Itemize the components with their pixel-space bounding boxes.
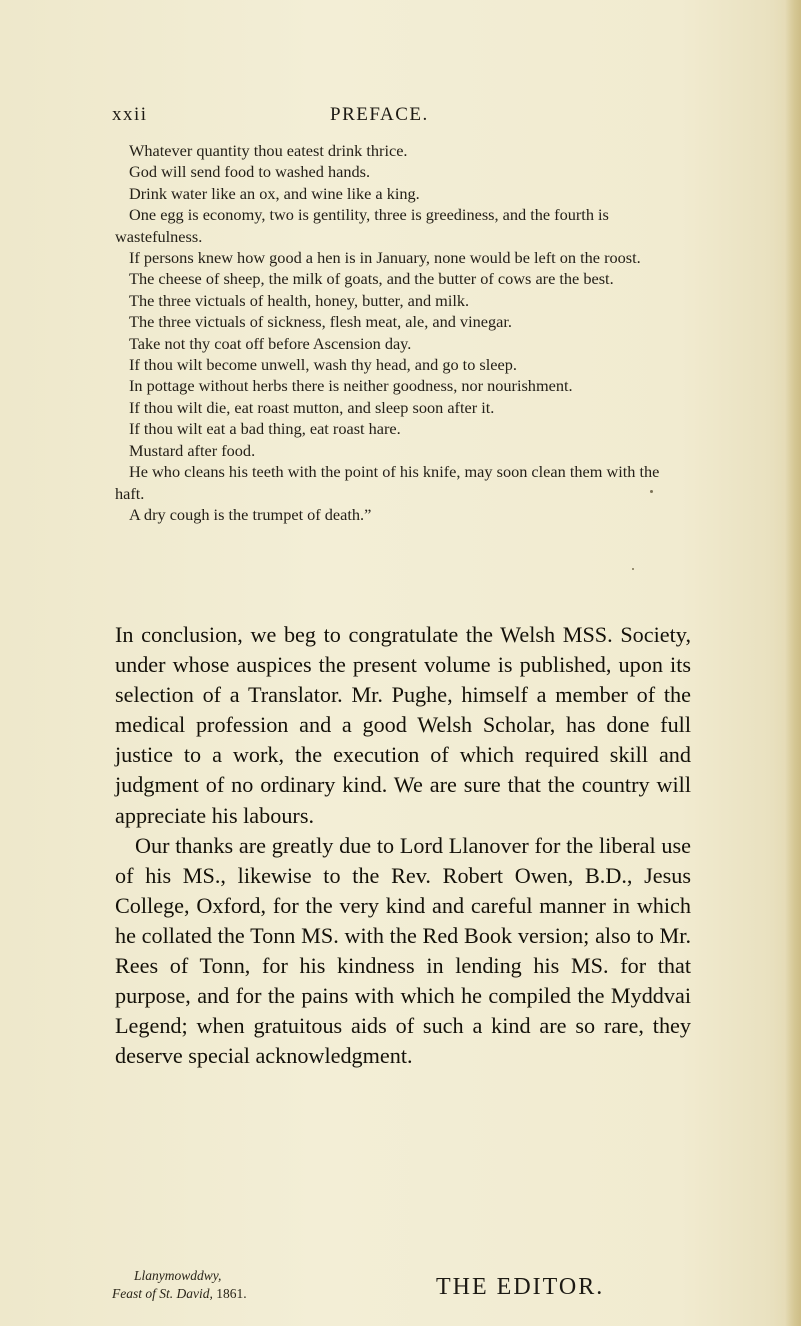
quote-line: Take not thy coat off before Ascension day. <box>129 333 412 353</box>
page-header <box>112 104 712 130</box>
running-title: PREFACE. <box>330 104 429 125</box>
preface-body <box>115 620 691 1071</box>
quote-line: Mustard after food. <box>129 440 256 460</box>
paper-speck <box>632 568 634 570</box>
quote-line: One egg is economy, two is gentility, three is greediness, and the fourth is wastefulness. <box>115 205 609 246</box>
conclusion-paragraph: In conclusion, we beg to congratulate the Welsh MSS. Society, under whose auspices the present volume is published, upon its selection of a Translator. Mr. Pughe, himself a member of the medical profession and a good Welsh Scholar, has done full justice to a work, the execution of which required skill and judgment of no ordinary kind. We are sure that the country will appreciate his labours. <box>115 622 691 828</box>
signoff-year: 1861. <box>216 1286 247 1301</box>
quote-line: He who cleans his teeth with the point of his knife, may soon clean them with the haft. <box>115 462 660 503</box>
quote-line: If persons knew how good a hen is in January, none would be left on the roost. <box>129 248 641 268</box>
paper-speck <box>650 490 653 493</box>
page-edge-shadow <box>785 0 801 1326</box>
quote-line: The three victuals of sickness, flesh meat, ale, and vinegar. <box>129 312 512 332</box>
quote-line: If thou wilt eat a bad thing, eat roast hare. <box>129 419 401 439</box>
quote-line: The cheese of sheep, the milk of goats, and the butter of cows are the best. <box>129 269 614 289</box>
quote-line: Whatever quantity thou eatest drink thrice. <box>129 141 408 160</box>
editor-signature: THE EDITOR. <box>436 1274 605 1300</box>
signoff-place: Llanymowddwy, <box>134 1268 222 1283</box>
signoff-feast: Feast of St. David, <box>112 1286 213 1301</box>
signoff-date <box>112 1286 247 1302</box>
proverbs-quote <box>115 140 675 525</box>
thanks-paragraph: Our thanks are greatly due to Lord Llanover for the liberal use of his MS., likewise to the Rev. Robert Owen, B.D., Jesus College, Oxford, for the very kind and careful manner in which he collated the Tonn MS. with the Red Book version; also to Mr. Rees of Tonn, for his kindness in lending his MS. for that purpose, and for the pains with which he compiled the Myddvai Legend; when gratuitous aids of such a kind are so rare, they deserve special acknowledgment. <box>115 832 691 1069</box>
quote-line: If thou wilt become unwell, wash thy head, and go to sleep. <box>129 355 517 375</box>
page-number: xxii <box>112 104 148 125</box>
quote-line: God will send food to washed hands. <box>129 162 371 182</box>
quote-line: The three victuals of health, honey, butter, and milk. <box>129 290 470 310</box>
quote-line: If thou wilt die, eat roast mutton, and sleep soon after it. <box>129 397 495 417</box>
quote-line: In pottage without herbs there is neither goodness, nor nourishment. <box>129 376 573 396</box>
signoff <box>112 1268 712 1318</box>
quote-line: Drink water like an ox, and wine like a king. <box>129 183 420 203</box>
quote-line: A dry cough is the trumpet of death.” <box>129 504 372 524</box>
